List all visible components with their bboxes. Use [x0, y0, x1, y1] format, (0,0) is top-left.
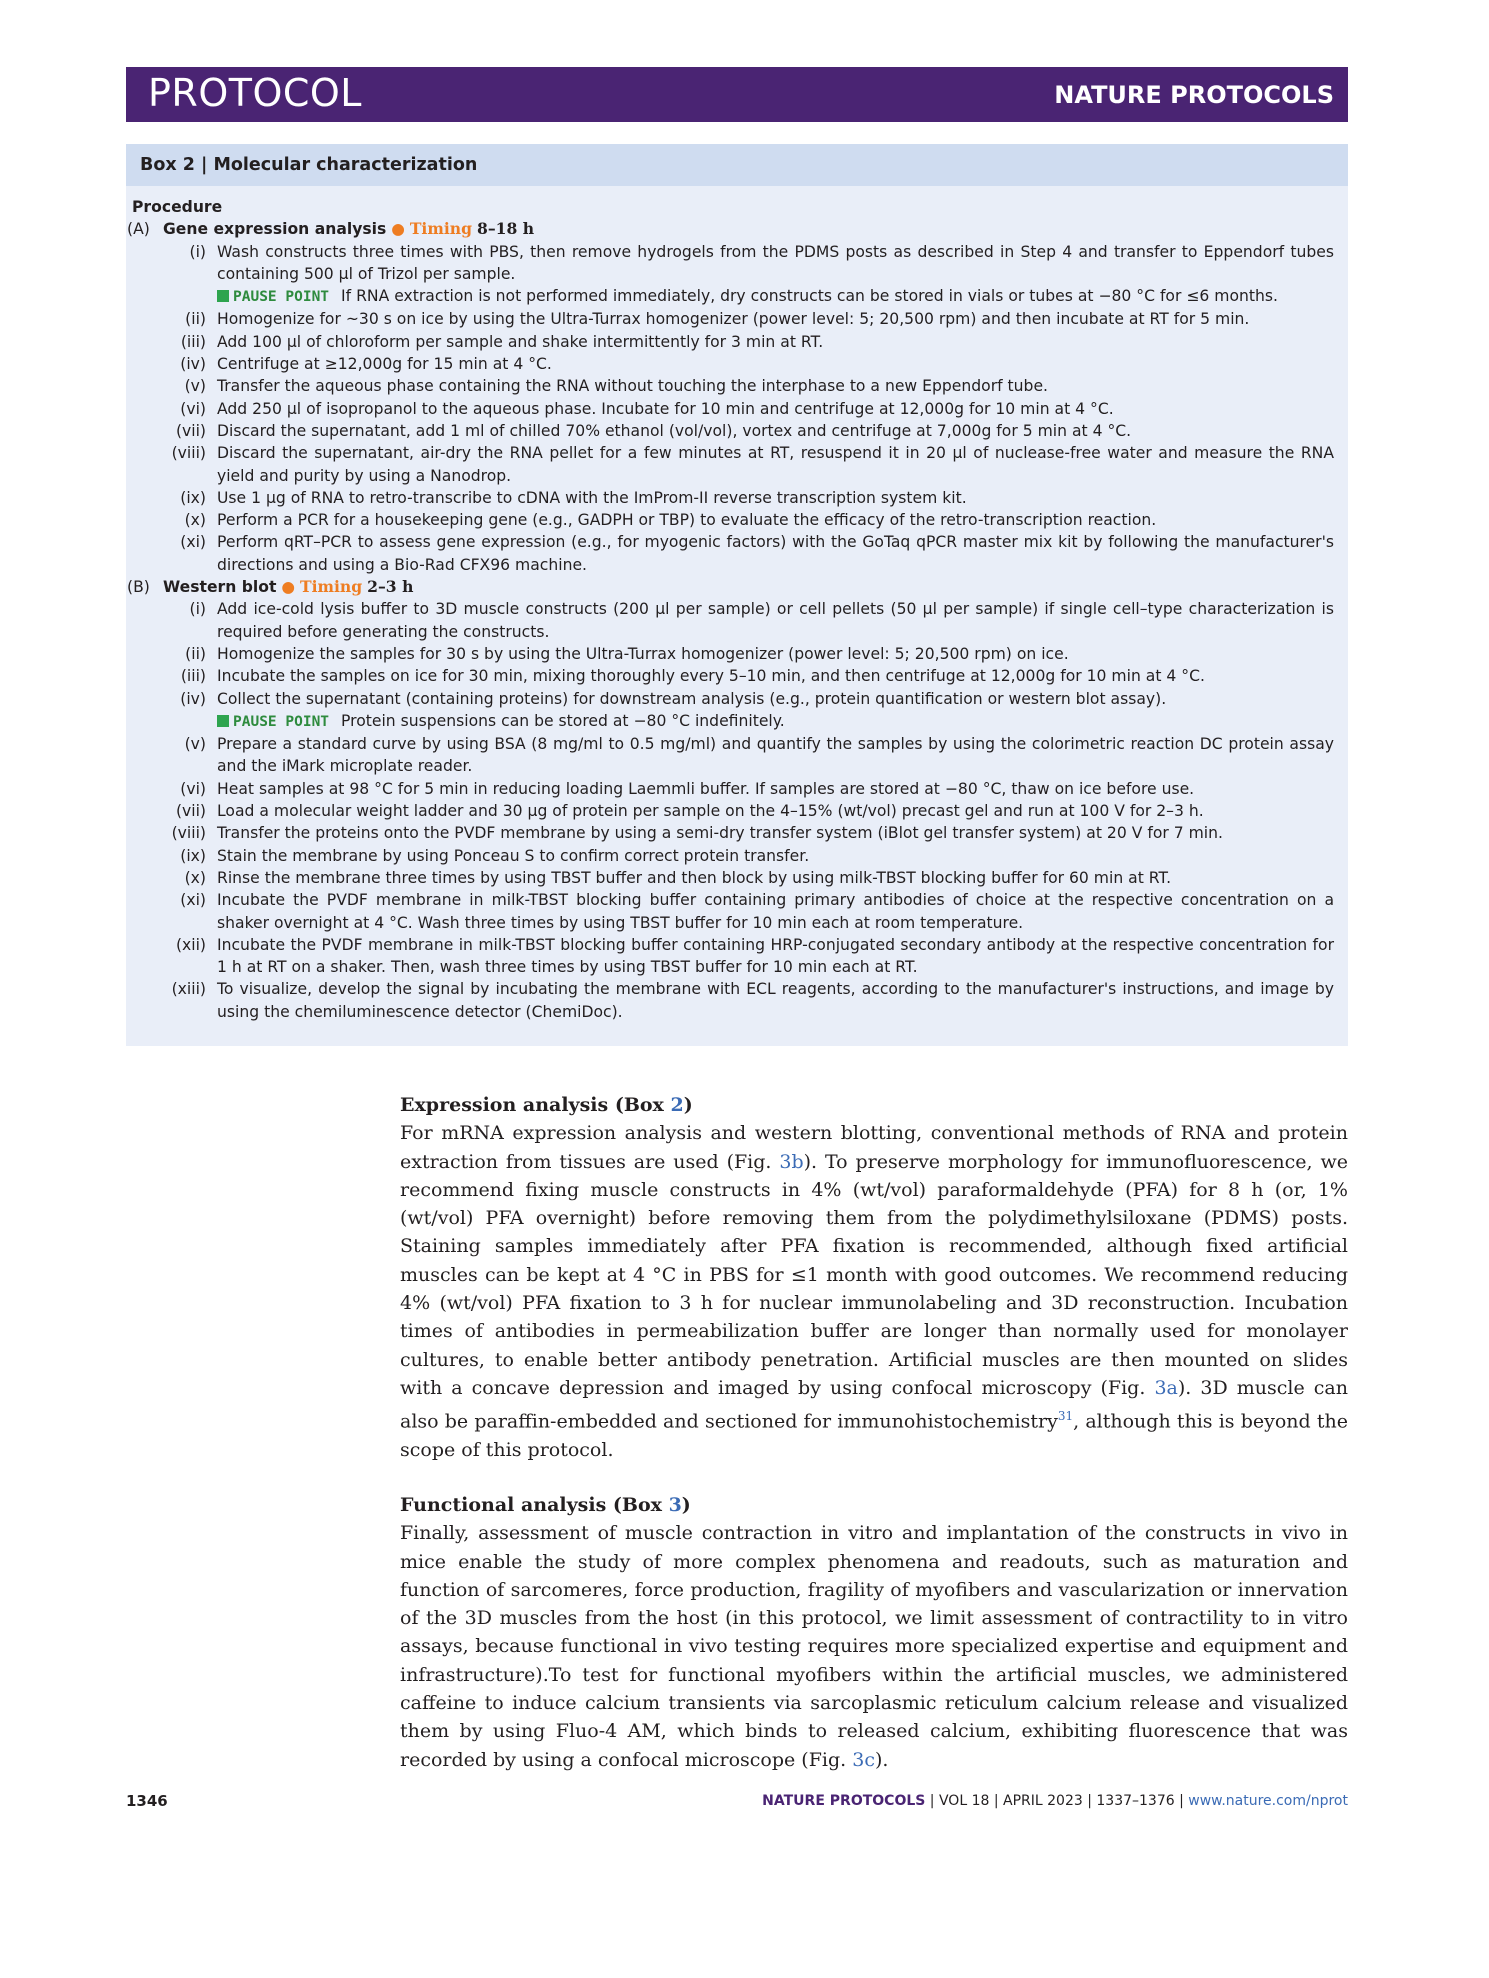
expression-heading: Expression analysis (Box 2) [400, 1094, 693, 1116]
page-number: 1346 [126, 1792, 168, 1810]
step-text: Stain the membrane by using Ponceau S to confirm correct protein transfer. [217, 846, 810, 865]
box-2-link[interactable]: 2 [670, 1094, 684, 1116]
procedure-step [126, 420, 1348, 442]
step-text: Discard the supernatant, air-dry the RNA pellet for a few minutes at RT, resuspend it in 20 µl of nuclease-free water and measure the RNA yield and purity by using a Nanodrop. [217, 444, 1334, 485]
procedure-step [126, 375, 1348, 397]
functional-heading: Functional analysis (Box 3) [400, 1494, 691, 1516]
procedure-step [126, 509, 1348, 531]
section-title: Gene expression analysis [163, 220, 387, 239]
procedure-step [126, 867, 1348, 889]
step-number: (ix) [180, 488, 206, 507]
procedure-section-header [126, 218, 1348, 240]
step-number: (iv) [180, 689, 206, 708]
pause-point-icon [217, 290, 229, 302]
step-text: Transfer the aqueous phase containing the RNA without touching the interphase to a new Eppendorf tube. [217, 377, 1048, 396]
procedure-section-header [126, 576, 1348, 598]
functional-paragraph: Finally, assessment of muscle contraction in vitro and implantation of the constructs in vivo in mice enable the study of more complex phenomena and readouts, such as maturation and function of sarcomeres, force production, fragility of myofibers and vascularization or innervation of the 3D muscles from the host (in this protocol, we limit assessment of contractility to in vitro assays, because functional in vivo testing requires more specialized expertise and equipment and infrastructure).To test for functional myofibers within the artificial muscles, we administered caffeine to induce calcium transients via sarcoplasmic reticulum calcium release and visualized them by using Fluo-4 AM, which binds to released calcium, exhibiting fluorescence that was recorded by using a confocal microscope (Fig. 3c). [400, 1522, 1348, 1771]
pause-point-text: If RNA extraction is not performed immediately, dry constructs can be stored in vials or tubes at −80 °C for ≤6 months. [341, 287, 1278, 306]
step-number: (v) [184, 735, 206, 754]
pause-point-note [126, 710, 1348, 733]
procedure-step [126, 978, 1348, 1023]
step-text: Incubate the PVDF membrane in milk-TBST blocking buffer containing primary antibodies of choice at the respective concentration on a shaker overnight at 4 °C. Wash three times by using TBST buffer for 10 min each at room temperature. [217, 891, 1334, 932]
procedure-step [126, 643, 1348, 665]
step-number: (x) [184, 868, 206, 887]
procedure-step [126, 665, 1348, 687]
step-text: Perform a PCR for a housekeeping gene (e.g., GADPH or TBP) to evaluate the efficacy of the retro-transcription reaction. [217, 511, 1157, 530]
step-text: Add 250 µl of isopropanol to the aqueous phase. Incubate for 10 min and centrifuge at 12,000g for 10 min at 4 °C. [217, 399, 1114, 418]
step-number: (viii) [171, 824, 206, 843]
procedure-step [126, 934, 1348, 979]
procedure-step [126, 308, 1348, 330]
procedure-step [126, 845, 1348, 867]
step-text: Add 100 µl of chloroform per sample and shake intermittently for 3 min at RT. [217, 332, 824, 351]
step-text: Use 1 µg of RNA to retro-transcribe to cDNA with the ImProm-II reverse transcription system kit. [217, 488, 967, 507]
step-text: Centrifuge at ≥12,000g for 15 min at 4 °C. [217, 355, 552, 374]
step-list [126, 241, 1348, 576]
footer-citation: NATURE PROTOCOLS | VOL 18 | APRIL 2023 | 1337–1376 | www.nature.com/nprot [762, 1793, 1348, 1809]
procedure-step [126, 398, 1348, 420]
expression-analysis-section [400, 1091, 1348, 1464]
ref-31-link[interactable]: 31 [1057, 1409, 1074, 1424]
step-number: (i) [189, 600, 206, 619]
section-label: (B) [127, 578, 150, 597]
procedure-block [126, 196, 1348, 1023]
step-text: Load a molecular weight ladder and 30 µg of protein per sample on the 4–15% (wt/vol) precast gel and run at 100 V for 2–3 h. [217, 802, 1204, 821]
step-text: Homogenize the samples for 30 s by using the Ultra-Turrax homogenizer (power level: 5; 20,500 rpm) on ice. [217, 644, 1069, 663]
header-journal-name: NATURE PROTOCOLS [1054, 81, 1334, 109]
step-text: To visualize, develop the signal by incubating the membrane with ECL reagents, according to the manufacturer's instructions, and image by using the chemiluminescence detector (ChemiDoc). [217, 980, 1334, 1021]
step-number: (xiii) [171, 980, 206, 999]
step-text: Discard the supernatant, add 1 ml of chilled 70% ethanol (vol/vol), vortex and centrifuge at 7,000g for 5 min at 4 °C. [217, 421, 1132, 440]
step-text: Incubate the PVDF membrane in milk-TBST blocking buffer containing HRP-conjugated secondary antibody at the respective concentration for 1 h at RT on a shaker. Then, wash three times by using TBST buffer for 10 min each at RT. [217, 935, 1334, 977]
footer-url-link[interactable]: www.nature.com/nprot [1188, 1793, 1348, 1809]
step-number: (vii) [175, 802, 206, 821]
step-number: (ii) [185, 310, 206, 329]
box-title: Box 2 | Molecular characterization [140, 155, 478, 175]
pause-point-label: PAUSE POINT [233, 289, 330, 306]
functional-analysis-section [400, 1491, 1348, 1774]
procedure-step [126, 688, 1348, 710]
timing-value: 8–18 h [476, 219, 535, 239]
procedure-step [126, 778, 1348, 800]
expression-paragraph: For mRNA expression analysis and western blotting, conventional methods of RNA and protein extraction from tissues are used (Fig. 3b). To preserve morphology for immunofluorescence, we recommend fixing muscle constructs in 4% (wt/vol) paraformaldehyde (PFA) for 8 h (or, 1% (wt/vol) PFA overnight) before removing them from the polydimethylsiloxane (PDMS) posts. Staining samples immediately after PFA fixation is recommended, although fixed artificial muscles can be kept at 4 °C in PBS for ≤1 month with good outcomes. We recommend reducing 4% (wt/vol) PFA fixation to 3 h for nuclear immunolabeling and 3D reconstruction. Incubation times of antibodies in permeabilization buffer are longer than normally used for monolayer cultures, to enable better antibody penetration. Artificial muscles are then mounted on slides with a concave depression and imaged by using confocal microscopy (Fig. 3a). 3D muscle can also be paraffin-embedded and sectioned for immunohistochemistry$^{31}$, although this is beyond the scope of this protocol. [400, 1122, 1348, 1461]
procedure-step [126, 241, 1348, 286]
step-number: (vi) [180, 779, 206, 798]
section-title: Western blot [163, 578, 277, 597]
running-header [126, 67, 1348, 122]
step-number: (iii) [180, 667, 206, 686]
timing-value: 2–3 h [367, 577, 414, 597]
section-label: (A) [127, 220, 150, 239]
step-number: (xii) [175, 935, 206, 954]
pause-point-note [126, 285, 1348, 308]
step-text: Perform qRT–PCR to assess gene expression (e.g., for myogenic factors) with the GoTaq qPCR master mix kit by following the manufacturer's directions and using a Bio-Rad CFX96 machine. [217, 533, 1334, 574]
fig-3a-link[interactable]: 3a [1154, 1376, 1178, 1399]
step-number: (iv) [180, 355, 206, 374]
pause-point-icon [217, 715, 229, 727]
procedure-step [126, 487, 1348, 509]
pause-point-text: Protein suspensions can be stored at −80 °C indefinitely. [341, 711, 785, 730]
procedure-step [126, 598, 1348, 643]
procedure-step [126, 531, 1348, 576]
procedure-heading: Procedure [132, 198, 223, 216]
step-text: Homogenize for ~30 s on ice by using the Ultra-Turrax homogenizer (power level: 5; 20,500 rpm) and then incubate at RT for 5 min. [217, 310, 1250, 329]
procedure-step [126, 889, 1348, 934]
procedure-step [126, 800, 1348, 822]
step-number: (viii) [171, 444, 206, 463]
footer-journal: NATURE PROTOCOLS [762, 1793, 926, 1809]
procedure-step [126, 442, 1348, 487]
fig-3c-link[interactable]: 3c [852, 1748, 875, 1771]
procedure-step [126, 733, 1348, 778]
procedure-step [126, 353, 1348, 375]
step-text: Prepare a standard curve by using BSA (8 mg/ml to 0.5 mg/ml) and quantify the samples by using the colorimetric reaction DC protein assay and the iMark microplate reader. [217, 735, 1334, 776]
step-number: (ix) [180, 846, 206, 865]
step-text: Incubate the samples on ice for 30 min, mixing thoroughly every 5–10 min, and then centrifuge at 12,000g for 10 min at 4 °C. [217, 667, 1205, 686]
step-number: (xi) [180, 891, 206, 910]
step-number: (iii) [180, 332, 206, 351]
step-text: Collect the supernatant (containing proteins) for downstream analysis (e.g., protein quantification or western blot assay). [217, 689, 1167, 708]
step-text: Add ice-cold lysis buffer to 3D muscle constructs (200 µl per sample) or cell pellets (50 µl per sample) if single cell–type characterization is required before generating the constructs. [217, 600, 1334, 641]
procedure-step [126, 331, 1348, 353]
step-number: (xi) [180, 533, 206, 552]
step-text: Transfer the proteins onto the PVDF membrane by using a semi-dry transfer system (iBlot gel transfer system) at 20 V for 7 min. [217, 824, 1223, 843]
step-number: (vii) [175, 421, 206, 440]
procedure-step [126, 822, 1348, 844]
fig-3b-link[interactable]: 3b [779, 1150, 804, 1173]
step-number: (v) [184, 377, 206, 396]
box-title-band [126, 144, 1348, 186]
step-text: Heat samples at 98 °C for 5 min in reducing loading Laemmli buffer. If samples are stored at −80 °C, thaw on ice before use. [217, 779, 1195, 798]
step-number: (i) [189, 242, 206, 261]
box-3-link[interactable]: 3 [668, 1494, 682, 1516]
timing-dot-icon: ● [391, 220, 405, 239]
timing-label: Timing [409, 219, 473, 239]
pause-point-label: PAUSE POINT [233, 713, 330, 730]
step-number: (vi) [180, 399, 206, 418]
step-number: (x) [184, 511, 206, 530]
step-list [126, 598, 1348, 1023]
step-number: (ii) [185, 644, 206, 663]
timing-dot-icon: ● [281, 578, 296, 597]
header-protocol-label: PROTOCOL [148, 71, 362, 115]
step-text: Rinse the membrane three times by using TBST buffer and then block by using milk-TBST blocking buffer for 60 min at RT. [217, 868, 1172, 887]
step-text: Wash constructs three times with PBS, then remove hydrogels from the PDMS posts as described in Step 4 and transfer to Eppendorf tubes containing 500 µl of Trizol per sample. [217, 242, 1334, 283]
timing-label: Timing [299, 577, 363, 597]
box-2-panel [126, 144, 1348, 1046]
